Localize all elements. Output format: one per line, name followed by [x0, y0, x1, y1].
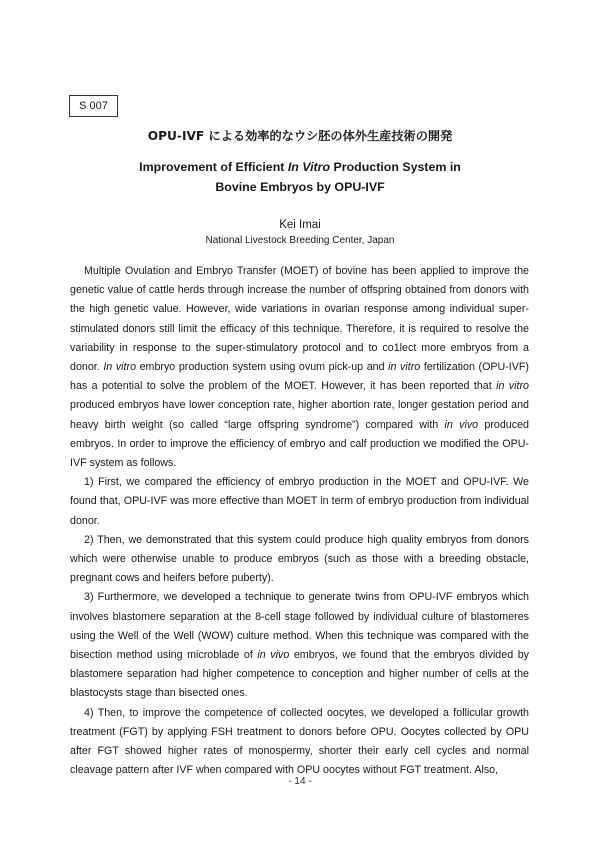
english-title-line-2: Bovine Embryos by OPU-IVF [215, 180, 385, 194]
paragraph-point-1: 1) First, we compared the efficiency of embryo production in the MOET and OPU-IVF. We found that, OPU-IVF was more effective than MOET in term of embryo production from individual donor. [70, 476, 529, 527]
text-span: produced embryos have lower conception rate, higher abortion rate, longer gestation period and heavy birth weight (so called “large offspring syndrome”) compared with [70, 399, 529, 431]
italic-term: In vitro [103, 361, 137, 374]
text-span: Multiple Ovulation and Embryo Transfer (MOET) of bovine has been applied to improve the genetic value of cattle herds through increase the number of offspring obtained from donors with the high genetic value. However, wide variations in ovarian response among individual super-stimulated donors still limit the efficacy of this technique. Therefore, it is required to resolve the variability in response to the super-stimulatory protocol and to co1lect more embryos from a donor. [70, 265, 529, 374]
english-title-part-b: Production System in [330, 160, 461, 174]
english-title-line-1 [0, 160, 600, 174]
italic-term: in vivo [444, 418, 479, 431]
italic-term: in vitro [388, 361, 421, 374]
text-span: fertilization (OPU-IVF) has a potential to solve the problem of the MOET. However, it has been reported that [70, 361, 529, 393]
paragraph-point-3 [70, 588, 529, 703]
italic-term: in vivo [257, 649, 290, 662]
english-title-italic: In Vitro [287, 160, 331, 174]
abstract-code-box: S 007 [69, 95, 118, 117]
text-span: 3) Furthermore, we developed a technique to generate twins from OPU-IVF embryos which involves blastomere separation at the 8-cell stage followed by individual culture of blastomeres using the Well of the Well (WOW) culture method. When this technique was compared with the bisection method using microblade of [70, 591, 529, 662]
abstract-body [70, 262, 529, 780]
english-title-part-a: Improvement of Efficient [139, 160, 288, 174]
author-affiliation: National Livestock Breeding Center, Japan [205, 235, 395, 246]
text-span: embryo production system using ovum pick-up and [136, 361, 389, 374]
text-span: embryos, we found that the embryos divided by blastomere separation had higher competence to conception and higher number of cells at the blastocysts stage than bisected ones. [70, 649, 529, 700]
paragraph-intro [70, 262, 529, 473]
italic-term: in vitro [496, 380, 529, 393]
japanese-title: OPU-IVF による効率的なウシ胚の体外生産技術の開発 [147, 129, 453, 143]
author-name: Kei Imai [279, 219, 321, 231]
text-span: produced embryos. In order to improve the efficiency of embryo and calf production we modified the OPU-IVF system as follows. [70, 418, 529, 470]
paragraph-point-4: 4) Then, to improve the competence of collected oocytes, we developed a follicular growth treatment (FGT) by applying FSH treatment to donors before OPU. Oocytes collected by OPU after FGT showed higher rates of monospermy, shorter their early cell cycles and normal cleavage pattern after IVF when compared with OPU oocytes without FGT treatment. Also, [70, 706, 529, 777]
page-number: - 14 - [288, 776, 312, 787]
paragraph-point-2: 2) Then, we demonstrated that this system could produce high quality embryos from donors which were otherwise unable to produce embryos (such as those with a breeding obstacle, pregnant cows and heifers before puberty). [70, 533, 529, 585]
